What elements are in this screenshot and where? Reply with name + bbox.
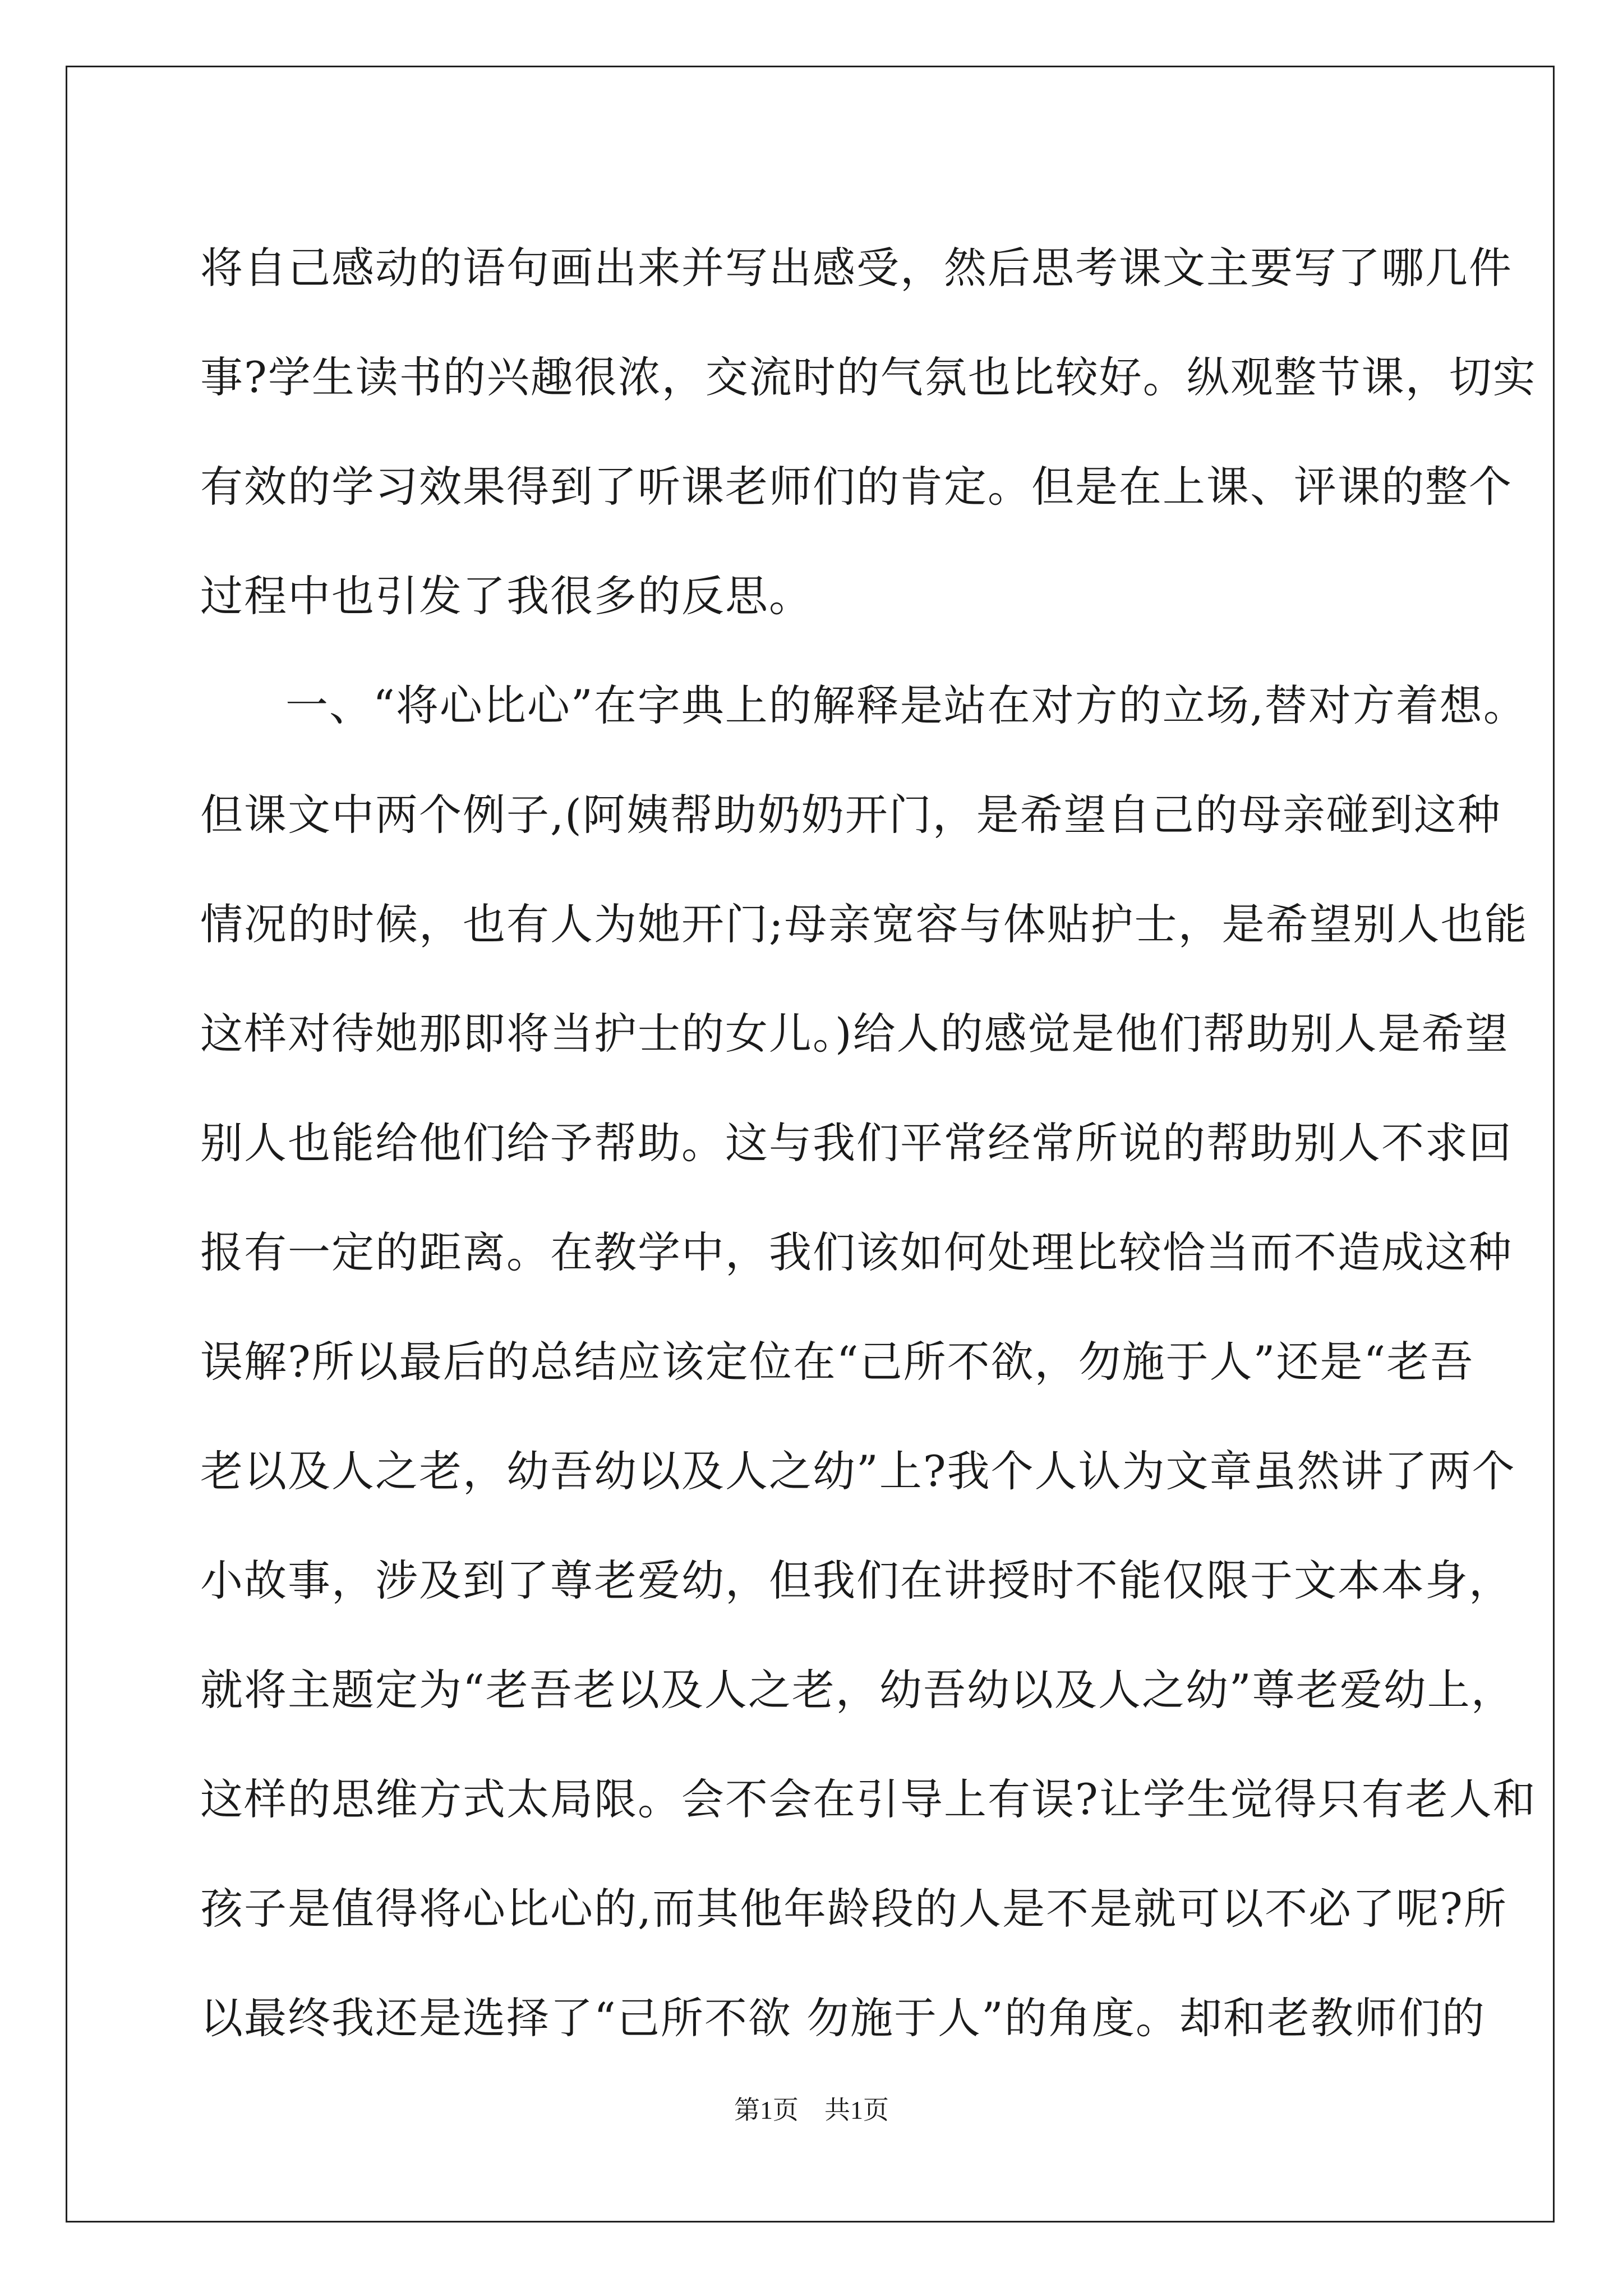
text-line: 但课文中两个例子,(阿姨帮助奶奶开门，是希望自己的母亲碰到这种	[200, 790, 1501, 840]
text-line: 就将主题定为“老吾老以及人之老，幼吾幼以及人之幼”尊老爱幼上，	[200, 1665, 1515, 1715]
text-line: 事?学生读书的兴趣很浓，交流时的气氛也比较好。纵观整节课，切实	[200, 352, 1537, 402]
text-line: 以最终我还是选择了“己所不欲 勿施于人”的角度。却和老教师们的	[200, 1993, 1486, 2043]
page-footer: 第1页 共1页	[734, 2096, 889, 2124]
text-line: 孩子是值得将心比心的,而其他年龄段的人是不是就可以不必了呢?所	[200, 1884, 1507, 1934]
text-line: 报有一定的距离。在教学中，我们该如何处理比较恰当而不造成这种	[200, 1227, 1513, 1277]
text-line: 别人也能给他们给予帮助。这与我们平常经常所说的帮助别人不求回	[200, 1118, 1513, 1168]
text-line: 有效的学习效果得到了听课老师们的肯定。但是在上课、评课的整个	[200, 462, 1513, 512]
text-line: 误解?所以最后的总结应该定位在“己所不欲，勿施于人”还是“老吾	[200, 1337, 1474, 1387]
text-line: 这样对待她那即将当护士的女儿。)给人的感觉是他们帮助别人是希望	[200, 1009, 1509, 1059]
text-line: 老以及人之老，幼吾幼以及人之幼”上?我个人认为文章虽然讲了两个	[200, 1446, 1516, 1496]
text-line: 过程中也引发了我很多的反思。	[200, 571, 813, 621]
document-body	[200, 213, 1537, 2073]
text-line: 小故事，涉及到了尊老爱幼，但我们在讲授时不能仅限于文本本身，	[200, 1556, 1513, 1605]
text-line: 这样的思维方式太局限。会不会在引导上有误?让学生觉得只有老人和	[200, 1774, 1537, 1824]
text-line: 情况的时候，也有人为她开门;母亲宽容与体贴护士，是希望别人也能	[200, 899, 1528, 949]
paragraph-first-line: 一、“将心比心”在字典上的解释是站在对方的立场,替对方着想。	[285, 680, 1527, 730]
text-line: 将自己感动的语句画出来并写出感受，然后思考课文主要写了哪几件	[200, 243, 1513, 293]
